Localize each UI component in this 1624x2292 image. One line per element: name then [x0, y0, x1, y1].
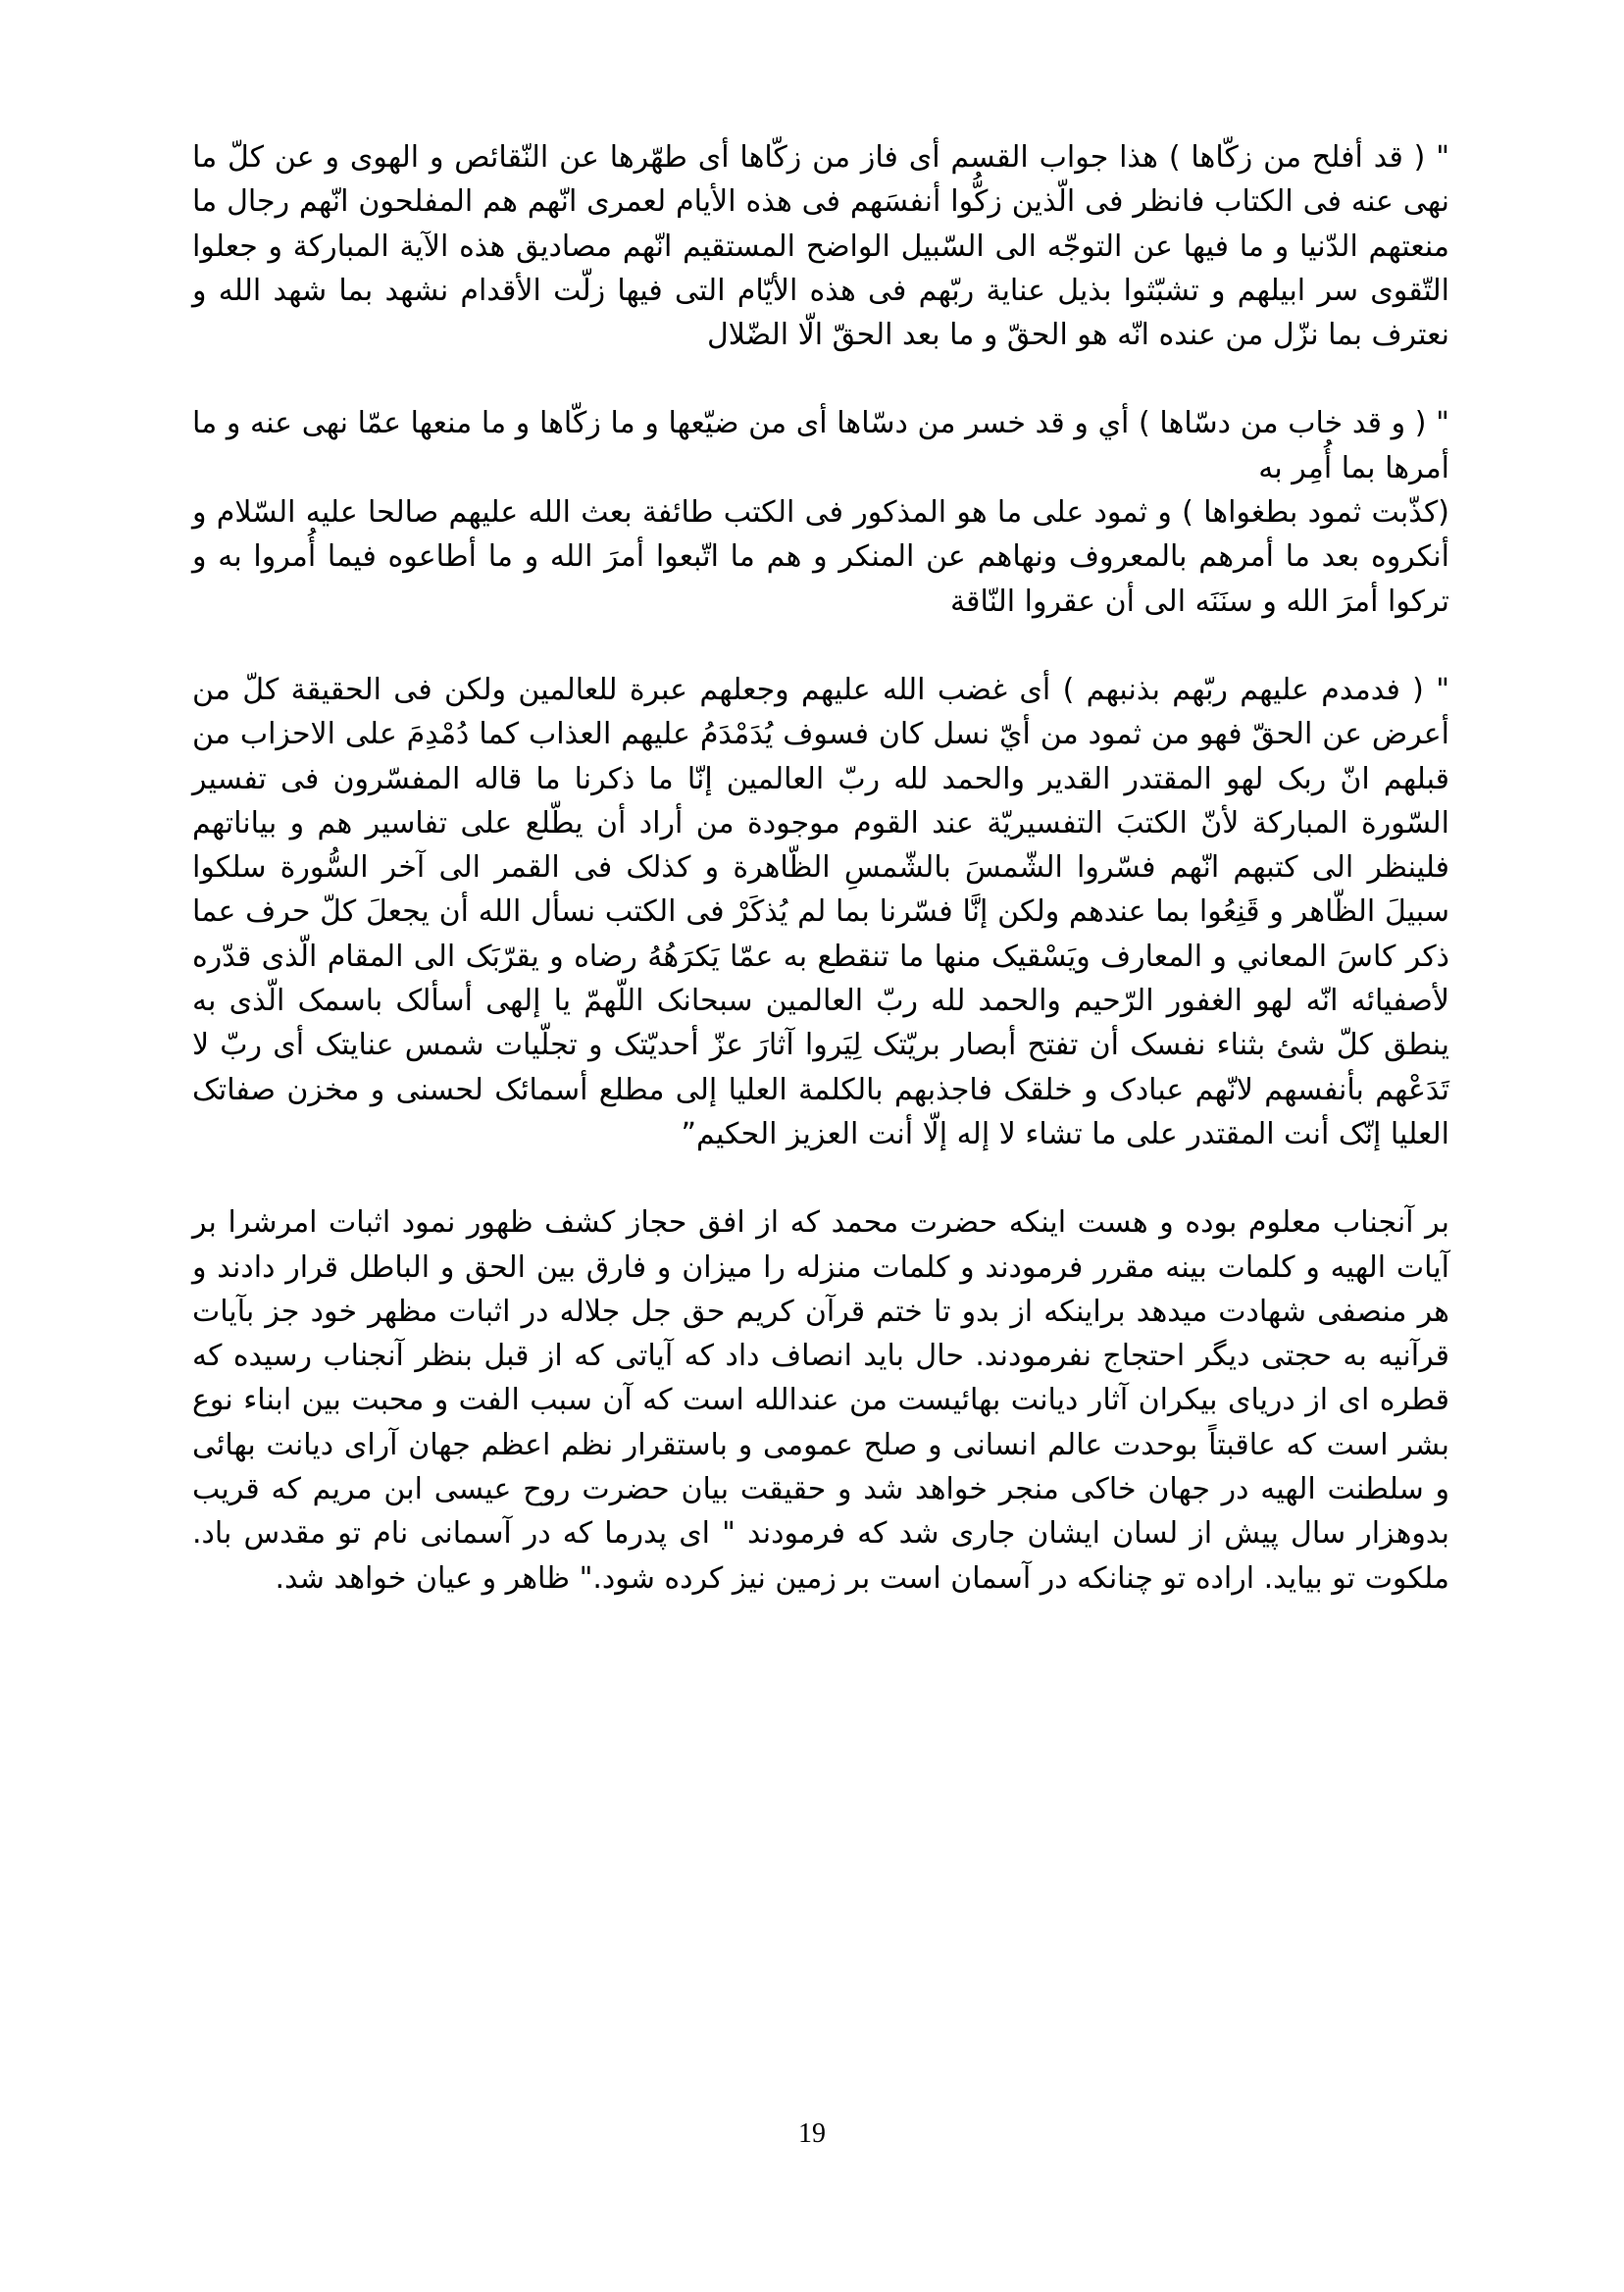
paragraph-1: " ( قد أفلح من زكّاها ) هذا جواب القسم أى فاز من زكّاها أى طهّرها عن النّقائص و الهوى و عن كلّ ما نهى عنه فى الكتاب فانظر فى الّذين زكُّوا أنفسَهم فى هذه الأيام لعمرى انّهم هم المفلحون انّهم رجال ما منعتهم الدّنيا و ما فيها عن التوجّه الى السّبيل الواضح المستقيم انّهم مصاديق هذه الآية المباركة و جعلوا التّقوى سر ابيلهم و تشبّثوا بذيل عناية ربّهم فى هذه الأيّام التى فيها زلّت الأقدام نشهد بما شهد الله و نعترف بما نزّل من عنده انّه هو الحقّ و ما بعد الحقّ الّا الضّلال	[192, 140, 1449, 353]
paragraph-5: بر آنجناب معلوم بوده و هست اينكه حضرت محمد كه از افق حجاز كشف ظهور نمود اثبات امرشرا بر آيات الهيه و كلمات بينه مقرر فرمودند و كلمات منزله را ميزان و فارق بين الحق و الباطل قرار دادند و هر منصفى شهادت ميدهد براينكه از بدو تا ختم قرآن كريم حق جل جلاله در اثبات مظهر خود جز بآيات قرآنيه به حجتى ديگر احتجاج نفرمودند. حال بايد انصاف داد كه آياتى كه از قبل بنظر آنجناب رسيده كه قطره اى از درياى بيكران آثار ديانت بهائيست من عندالله است كه آن سبب الفت و محبت بين ابناء نوع بشر است كه عاقبتاً بوحدت عالم انسانى و صلح عمومى و باستقرار نظم اعظم جهان آراى ديانت بهائى و سلطنت الهيه در جهان خاكى منجر خواهد شد و حقيقت بيان حضرت روح عيسى ابن مريم كه قريب بدوهزار سال پيش از لسان ايشان جارى شد كه فرمودند " اى پدرما كه در آسمانى نام تو مقدس باد. ملكوت تو بيايد. اراده تو چنانكه در آسمان است بر زمين نيز كرده شود." ظاهر و عيان خواهد شد.	[192, 1205, 1449, 1596]
body-text	[192, 135, 1449, 1601]
paragraph-2: " ( و قد خاب من دسّاها ) أي و قد خسر من دسّاها أى من ضيّعها و ما زكّاها و ما منعها عمّا نهى عنه و ما أمرها بما أُمِر به	[192, 406, 1449, 485]
page-number: 19	[798, 2118, 826, 2149]
paragraph-4: " ( فدمدم عليهم ربّهم بذنبهم ) أى غضب الله عليهم وجعلهم عبرة للعالمين ولكن فى الحقيقة كلّ من أعرض عن الحقّ فهو من ثمود من أيّ نسل كان فسوف يُدَمْدَمُ عليهم العذاب كما دُمْدِمَ على الاحزاب من قبلهم انّ ربک لهو المقتدر القدير والحمد لله ربّ العالمين إنّا ما ذكرنا ما قاله المفسّرون فى تفسير السّورة المباركة لأنّ الكتبَ التفسيريّة عند القوم موجودة من أراد أن يطّلع على تفاسير هم و بياناتهم فلينظر الى كتبهم انّهم فسّروا الشّمسَ بالشّمسِ الظّاهرة و كذلک فى القمر الى آخر السُّورة سلكوا سبيلَ الظّاهر و قَنِعُوا بما عندهم ولكن إنَّا فسّرنا بما لم يُذكَرْ فى الكتب نسأل الله أن يجعلَ كلّ حرف عما ذكر كاسَ المعاني و المعارف ويَسْقيک منها ما تنقطع به عمّا يَكرَهُهُ رضاه و يقرّبَک الى المقام الّذى قدّره لأصفيائه انّه لهو الغفور الرّحيم والحمد لله ربّ العالمين سبحانک اللّهمّ يا إلهى أسألک باسمک الّذى به ينطق كلّ شئ بثناء نفسک أن تفتح أبصار بريّتک لِيَروا آثارَ عزّ أحديّتک و تجلّيات شمس عنايتک أى ربّ لا تَدَعْهم بأنفسهم لانّهم عبادک و خلقک فاجذبهم بالكلمة العليا إلى مطلع أسمائک لحسنى و مخزن صفاتک العليا إنّک أنت المقتدر على ما تشاء لا إله إلّا أنت العزيز الحكيم”	[192, 672, 1449, 1151]
paragraph-3: (كذّبت ثمود بطغواها ) و ثمود على ما هو المذكور فى الكتب طائفة بعث الله عليهم صالحا عليه السّلام و أنكروه بعد ما أمرهم بالمعروف ونهاهم عن المنكر و هم ما اتّبعوا أمرَ الله و ما أطاعوه فيما أُمروا به و تركوا أمرَ الله و سنَنَه الى أن عقروا النّاقة	[192, 495, 1449, 619]
